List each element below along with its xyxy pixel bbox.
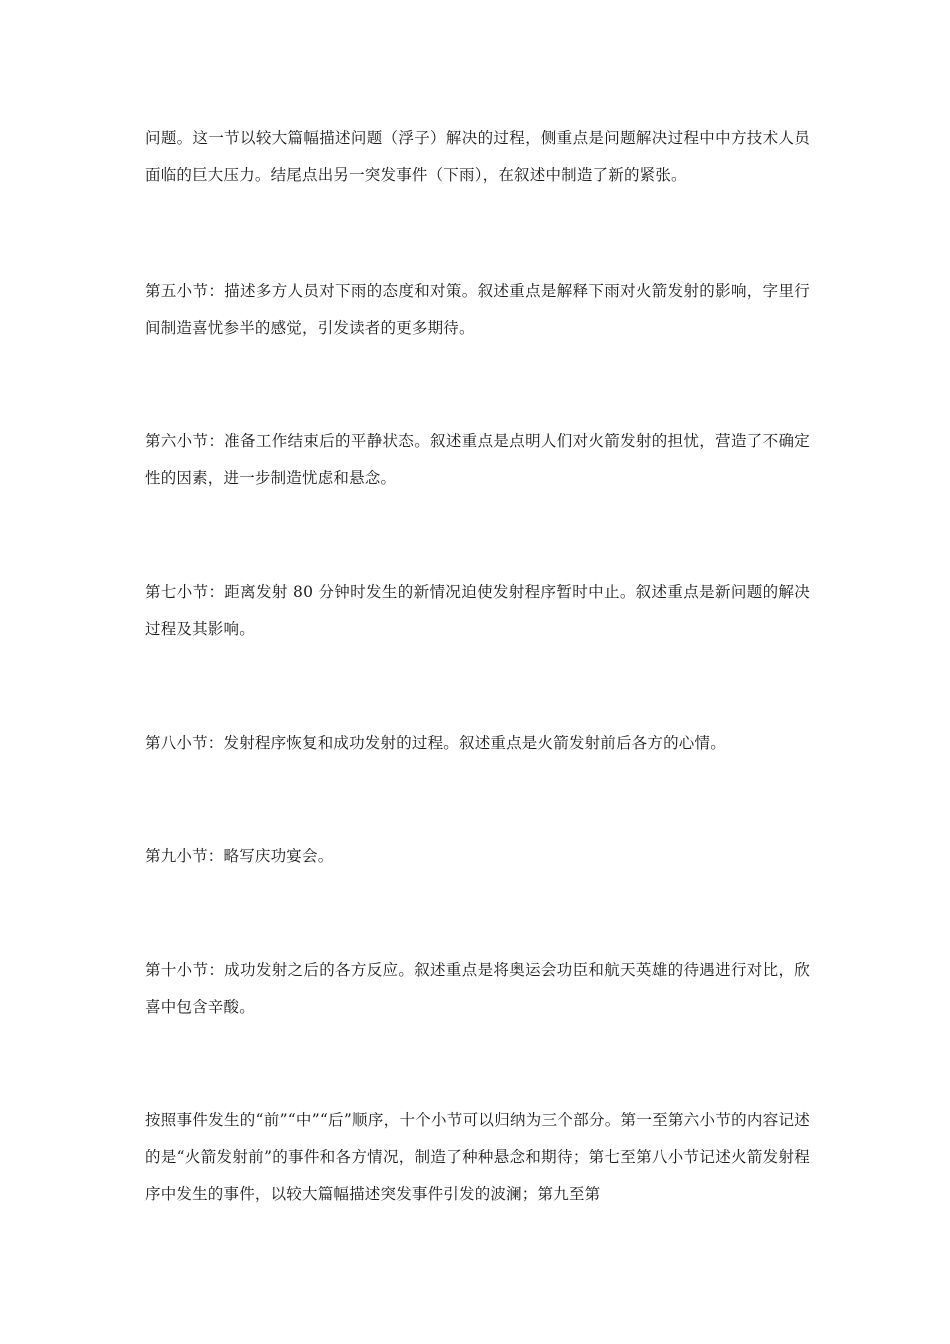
paragraph-section-eight: 第八小节：发射程序恢复和成功发射的过程。叙述重点是火箭发射前后各方的心情。 <box>145 734 726 752</box>
paragraph-section-six: 第六小节：准备工作结束后的平静状态。叙述重点是点明人们对火箭发射的担忧，营造了不确定性的因素，进一步制造忧虑和悬念。 <box>145 432 810 487</box>
paragraph-section-nine: 第九小节：略写庆功宴会。 <box>145 847 334 865</box>
paragraph-section-five: 第五小节：描述多方人员对下雨的态度和对策。叙述重点是解释下雨对火箭发射的影响，字里行间制造喜忧参半的感觉，引发读者的更多期待。 <box>145 282 810 337</box>
paragraph-section-seven: 第七小节：距离发射 80 分钟时发生的新情况迫使发射程序暂时中止。叙述重点是新问题的解决过程及其影响。 <box>145 583 810 638</box>
paragraph-section-ten: 第十小节：成功发射之后的各方反应。叙述重点是将奥运会功臣和航天英雄的待遇进行对比，欣喜中包含辛酸。 <box>145 961 810 1016</box>
paragraph-float-problem: 问题。这一节以较大篇幅描述问题（浮子）解决的过程，侧重点是问题解决过程中中方技术人员面临的巨大压力。结尾点出另一突发事件（下雨），在叙述中制造了新的紧张。 <box>145 129 810 184</box>
paragraph-summary: 按照事件发生的“前”“中”“后”顺序，十个小节可以归纳为三个部分。第一至第六小节的内容记述的是“火箭发射前”的事件和各方情况，制造了种种悬念和期待；第七至第八小节记述火箭发射程序中发生的事件，以较大篇幅描述突发事件引发的波澜；第九至第 <box>145 1111 810 1203</box>
